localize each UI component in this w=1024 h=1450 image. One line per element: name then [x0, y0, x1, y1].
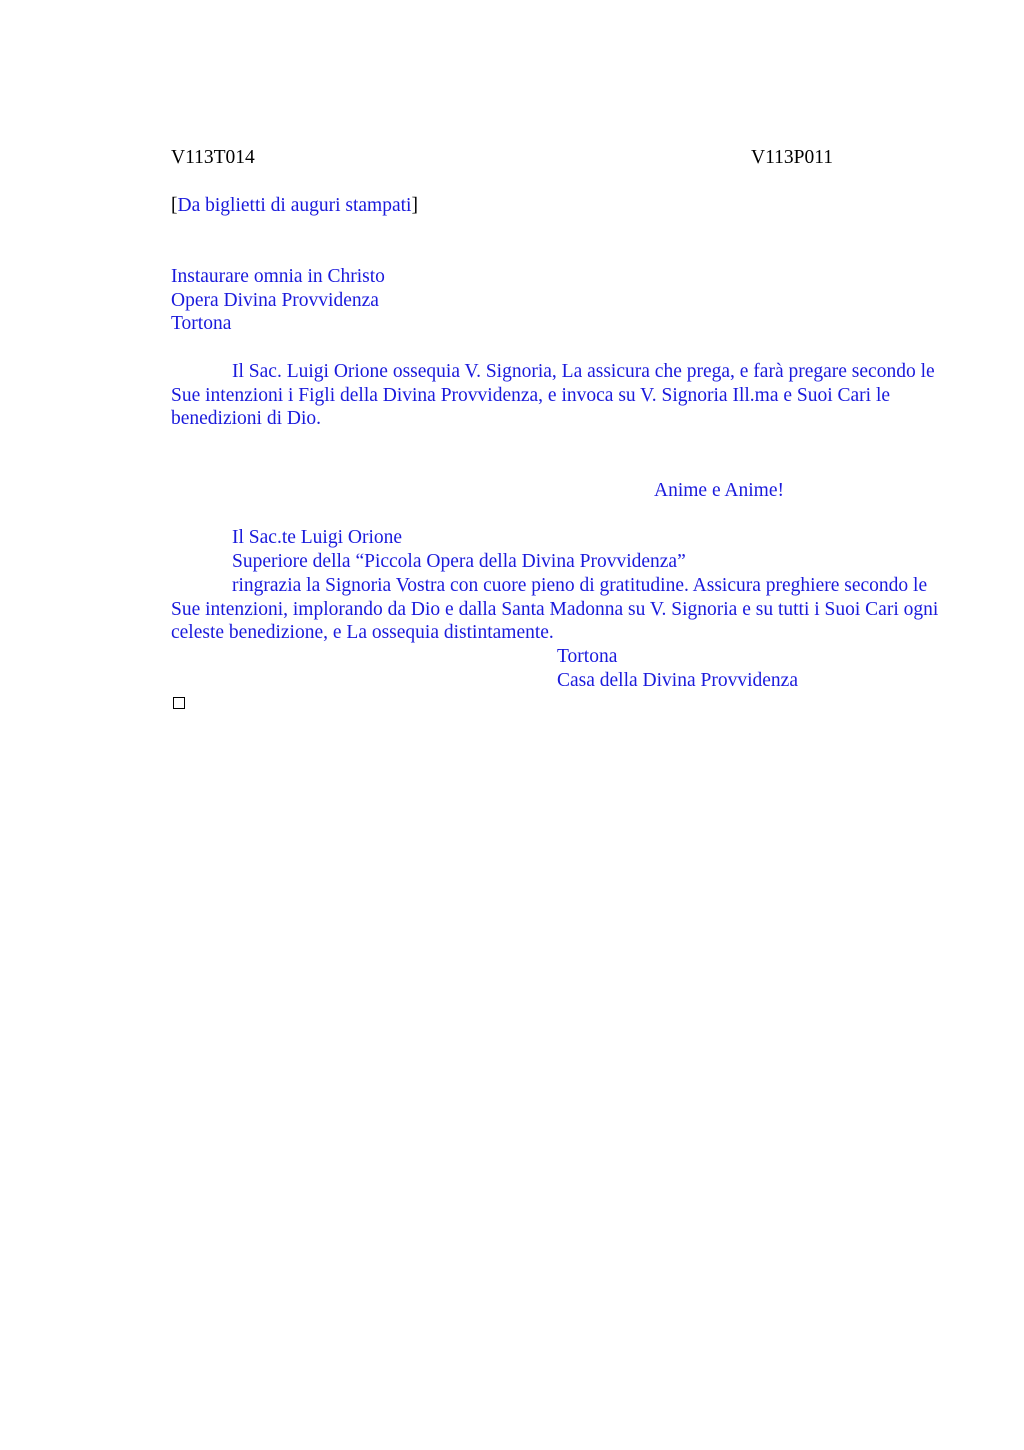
card-one-motto: Instaurare omnia in Christo — [171, 266, 385, 287]
card-two-motto: Anime e Anime! — [654, 480, 784, 501]
card-two-role: Superiore della “Piccola Opera della Divina Provvidenza” — [232, 551, 686, 572]
card-one-city: Tortona — [171, 313, 232, 334]
document-code-right: V113P011 — [751, 147, 833, 168]
source-note-text: Da biglietti di auguri stampati — [177, 195, 412, 216]
source-note-open-bracket: [ — [171, 195, 178, 216]
card-two-city: Tortona — [557, 646, 618, 667]
document-code-left: V113T014 — [171, 147, 255, 168]
end-box-icon — [173, 697, 185, 709]
card-two-house: Casa della Divina Provvidenza — [557, 670, 798, 691]
card-one-body: Il Sac. Luigi Orione ossequia V. Signoria, La assicura che prega, e farà pregare secondo le Sue intenzioni i Figli della Divina Provvidenza, e invoca su V. Signoria Ill.ma e Suoi Cari le benedizioni di Dio. — [171, 361, 935, 430]
source-note-close-bracket: ] — [411, 195, 418, 216]
card-two-body: ringrazia la Signoria Vostra con cuore pieno di gratitudine. Assicura preghiere secondo le Sue intenzioni, implorando da Dio e dalla Santa Madonna su V. Signoria e su tutti i Suoi Cari ogni celeste benedizione, e La ossequia distintamente. — [171, 575, 939, 644]
card-one-organization: Opera Divina Provvidenza — [171, 290, 379, 311]
source-note — [171, 194, 418, 218]
card-two-sender: Il Sac.te Luigi Orione — [232, 527, 403, 548]
